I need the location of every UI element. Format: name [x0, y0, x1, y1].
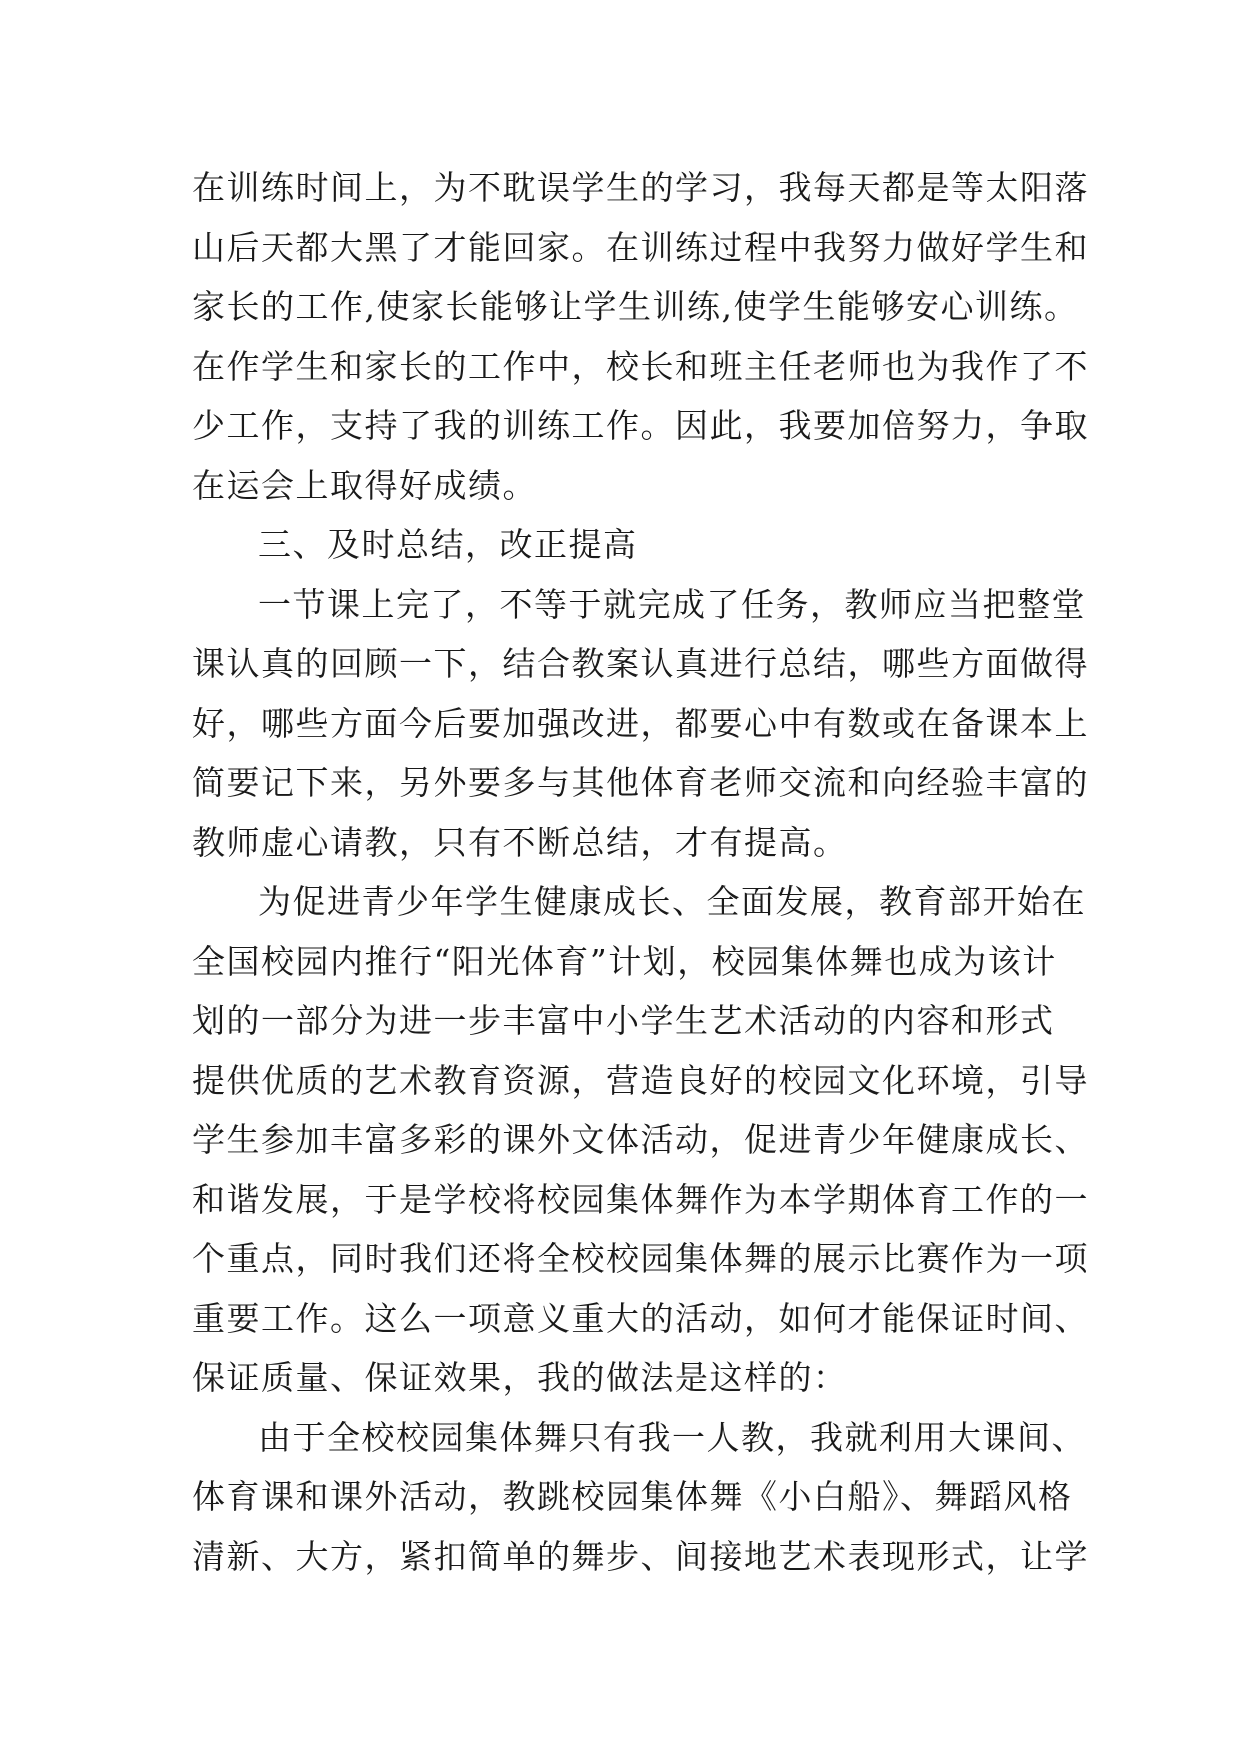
text-line: 体育课和课外活动，教跳校园集体舞《小白船》、舞蹈风格 [192, 1477, 1073, 1516]
text-line: 提供优质的艺术教育资源，营造良好的校园文化环境，引导 [192, 1060, 1089, 1100]
text-line: 简要记下来，另外要多与其他体育老师交流和向经验丰富的 [192, 763, 1089, 802]
paragraph-start: 由于全校校园集体舞只有我一人教，我就利用大课间、 [258, 1417, 1086, 1457]
text-line: 家长的工作,使家长能够让学生训练,使学生能够安心训练。 [192, 287, 1079, 326]
text-line: 学生参加丰富多彩的课外文体活动，促进青少年健康成长、 [192, 1120, 1089, 1159]
text-line: 和谐发展，于是学校将校园集体舞作为本学期体育工作的一 [192, 1179, 1089, 1219]
text-line: 少工作，支持了我的训练工作。因此，我要加倍努力，争取 [192, 406, 1089, 445]
text-line: 保证质量、保证效果，我的做法是这样的： [192, 1358, 848, 1397]
text-line: 全国校园内推行“阳光体育”计划，校园集体舞也成为该计 [192, 941, 1057, 981]
text-line: 个重点，同时我们还将全校校园集体舞的展示比赛作为一项 [192, 1239, 1089, 1278]
text-line: 好，哪些方面今后要加强改进，都要心中有数或在备课本上 [192, 703, 1089, 743]
paragraph-start: 一节课上完了，不等于就完成了任务，教师应当把整堂 [258, 584, 1086, 624]
text-line: 山后天都大黑了才能回家。在训练过程中我努力做好学生和 [192, 227, 1089, 267]
text-line: 清新、大方，紧扣简单的舞步、间接地艺术表现形式，让学 [192, 1536, 1089, 1576]
text-line: 教师虚心请教，只有不断总结，才有提高。 [192, 822, 848, 862]
section-heading: 三、及时总结，改正提高 [258, 525, 638, 564]
text-line: 重要工作。这么一项意义重大的活动，如何才能保证时间、 [192, 1298, 1089, 1338]
text-line: 在运会上取得好成绩。 [192, 465, 537, 505]
text-line: 在作学生和家长的工作中，校长和班主任老师也为我作了不 [192, 346, 1089, 386]
document-body [192, 158, 1089, 1586]
text-line: 划的一部分为进一步丰富中小学生艺术活动的内容和形式 [192, 1001, 1055, 1040]
text-line: 在训练时间上，为不耽误学生的学习，我每天都是等太阳落 [192, 168, 1089, 207]
text-line: 课认真的回顾一下，结合教案认真进行总结，哪些方面做得 [192, 644, 1089, 683]
paragraph-start: 为促进青少年学生健康成长、全面发展，教育部开始在 [258, 882, 1086, 921]
